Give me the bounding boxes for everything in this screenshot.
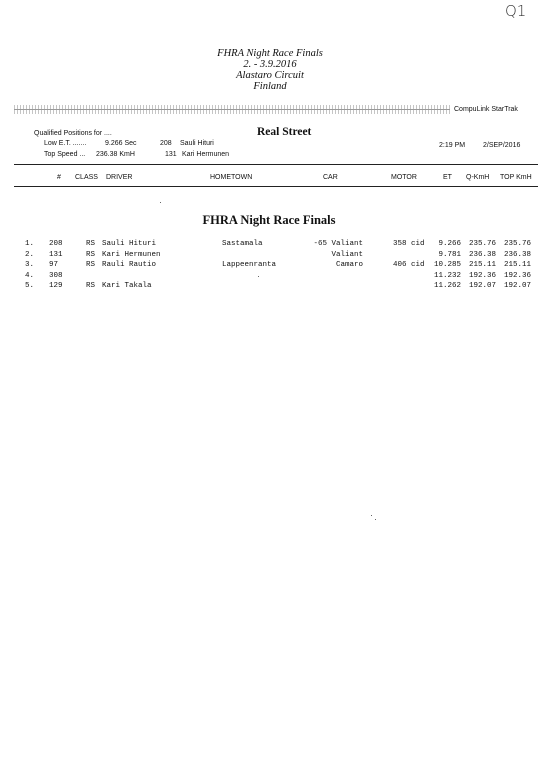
class-title: Real Street (257, 126, 312, 138)
cell-qkmh: 236.38 (468, 250, 496, 259)
col-qkmh: Q-KmH (466, 174, 490, 181)
report-date: 2/SEP/2016 (483, 142, 521, 149)
cell-class: RS (86, 240, 96, 248)
rule-top (14, 164, 538, 165)
cell-topkmh: 236.38 (503, 250, 531, 259)
rule-bottom (14, 186, 538, 187)
cell-et: 10.285 (433, 261, 461, 269)
speck (160, 202, 161, 203)
cell-driver: Kari Takala (102, 282, 152, 290)
col-driver: DRIVER (106, 174, 133, 181)
cell-et: 11.232 (433, 271, 461, 280)
top-speed-driver: Kari Hermunen (182, 151, 230, 158)
cell-hometown: Sastamala (222, 240, 263, 248)
speck (371, 515, 372, 516)
speck (375, 519, 376, 520)
col-car: CAR (323, 174, 338, 181)
top-speed-value: 236.38 KmH (96, 151, 135, 158)
cell-qkmh: 235.76 (468, 240, 496, 248)
event-title: FHRA Night Race Finals (217, 48, 323, 59)
cell-class: RS (86, 282, 96, 290)
cell-et: 9.266 (438, 240, 461, 248)
cell-motor: 358 cid (393, 240, 425, 248)
cell-num: 97 (49, 261, 59, 269)
cell-pos: 2. (25, 250, 35, 259)
low-et-label: Low E.T. ....... (44, 140, 87, 147)
cell-class: RS (86, 261, 96, 269)
col-class: CLASS (75, 174, 98, 181)
cell-motor: 406 cid (393, 261, 425, 269)
cell-car: Camaro (335, 261, 363, 269)
cell-pos: 5. (25, 282, 35, 290)
cell-et: 11.262 (433, 282, 461, 290)
cell-class: RS (86, 250, 96, 259)
cell-driver: Kari Hermunen (102, 250, 161, 259)
cell-qkmh: 192.07 (468, 282, 496, 290)
corner-mark: Q1 (505, 2, 527, 20)
event-venue: Alastaro Circuit (236, 70, 304, 81)
low-et-number: 208 (160, 140, 172, 147)
cell-qkmh: 192.36 (468, 271, 496, 280)
report-time: 2:19 PM (439, 142, 466, 149)
cell-topkmh: 192.07 (503, 282, 531, 290)
col-hometown: HOMETOWN (210, 174, 253, 181)
col-num: # (57, 174, 61, 181)
col-motor: MOTOR (391, 174, 417, 181)
cell-pos: 3. (25, 261, 35, 269)
event-country: Finland (253, 81, 287, 92)
top-speed-label: Top Speed ... (44, 151, 86, 158)
cell-topkmh: 235.76 (503, 240, 531, 248)
cell-driver: Rauli Rautio (102, 261, 157, 269)
cell-driver: Sauli Hituri (102, 240, 157, 248)
col-et: ET (443, 174, 452, 181)
cell-car: Valiant (331, 250, 363, 259)
cell-num: 208 (49, 240, 63, 248)
cell-pos: 4. (25, 271, 35, 280)
results-title: FHRA Night Race Finals (202, 213, 336, 227)
cell-num: 308 (49, 271, 63, 280)
cell-pos: 1. (25, 240, 35, 248)
speck (258, 276, 259, 277)
brand-label: CompuLink StarTrak (454, 106, 518, 113)
cell-num: 129 (49, 282, 63, 290)
low-et-value: 9.266 Sec (105, 140, 137, 147)
cell-num: 131 (49, 250, 63, 259)
qualified-label: Qualified Positions for .... (34, 130, 112, 137)
cell-car: -65 Valiant (313, 240, 363, 248)
low-et-driver: Sauli Hituri (180, 140, 214, 147)
top-speed-number: 131 (165, 151, 177, 158)
cell-qkmh: 215.11 (468, 261, 496, 269)
col-topkmh: TOP KmH (500, 174, 532, 181)
header-band-line (14, 109, 450, 110)
cell-hometown: Lappeenranta (222, 261, 277, 269)
cell-et: 9.781 (438, 250, 461, 259)
cell-topkmh: 215.11 (503, 261, 531, 269)
event-dates: 2. - 3.9.2016 (243, 59, 297, 70)
cell-topkmh: 192.36 (503, 271, 531, 280)
